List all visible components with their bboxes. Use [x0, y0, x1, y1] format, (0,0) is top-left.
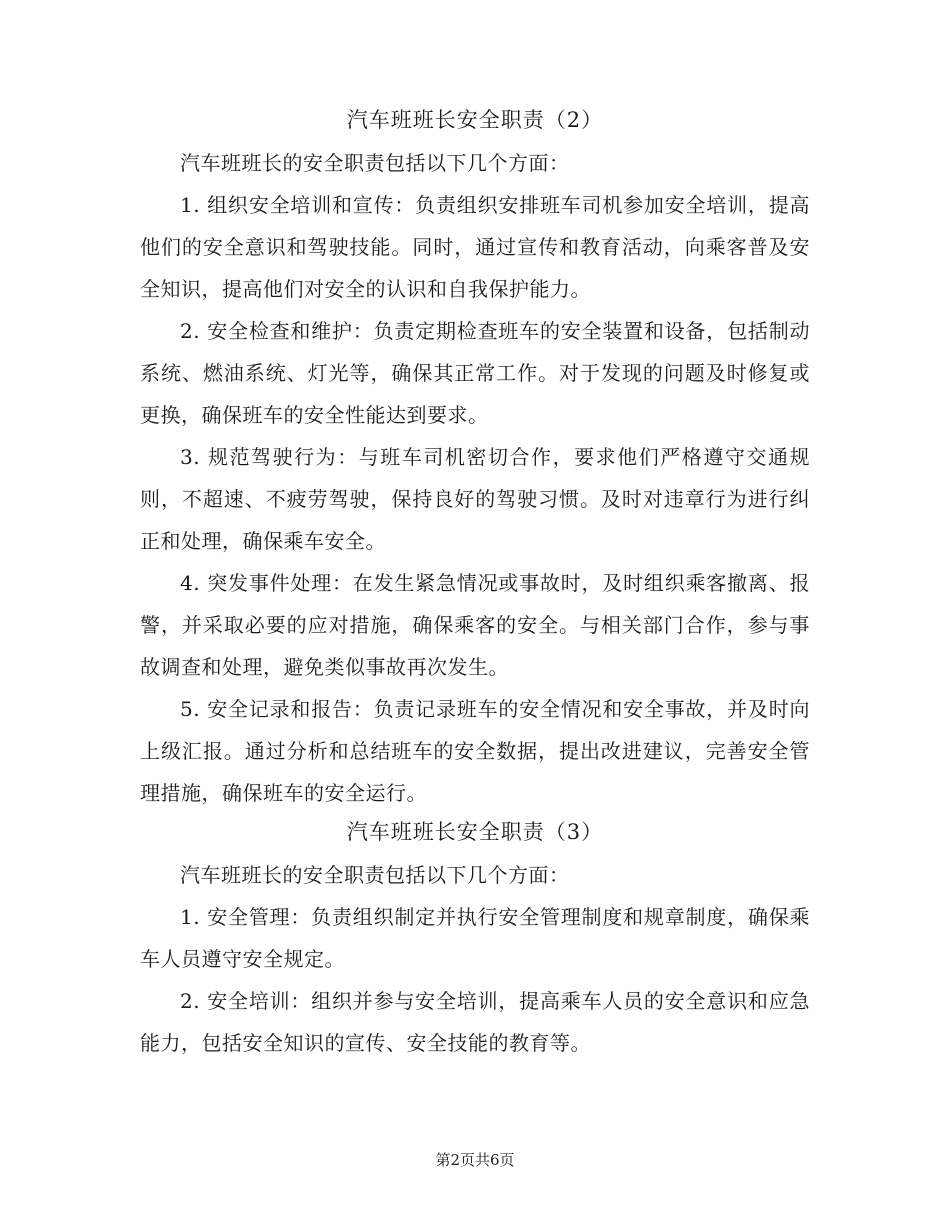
section-intro: 汽车班班长的安全职责包括以下几个方面： — [180, 863, 570, 887]
list-item: 4. 突发事件处理：在发生紧急情况或事故时，及时组织乘客撤离、报警，并采取必要的应对措施，确保乘客的安全。与相关部门合作，参与事故调查和处理，避免类似事故再次发生。 — [140, 571, 810, 679]
list-item: 2. 安全检查和维护：负责定期检查班车的安全装置和设备，包括制动系统、燃油系统、灯光等，确保其正常工作。对于发现的问题及时修复或更换，确保班车的安全性能达到要求。 — [140, 319, 810, 427]
document-body — [140, 102, 810, 1064]
list-item: 1. 安全管理：负责组织制定并执行安全管理制度和规章制度，确保乘车人员遵守安全规定。 — [140, 905, 810, 971]
list-item: 3. 规范驾驶行为：与班车司机密切合作，要求他们严格遵守交通规则，不超速、不疲劳驾驶，保持良好的驾驶习惯。及时对违章行为进行纠正和处理，确保乘车安全。 — [140, 445, 810, 553]
list-item: 2. 安全培训：组织并参与安全培训，提高乘车人员的安全意识和应急能力，包括安全知识的宣传、安全技能的教育等。 — [140, 989, 810, 1055]
page-number: 第2页共6页 — [435, 1151, 515, 1169]
section-2 — [140, 102, 810, 814]
list-item: 5. 安全记录和报告：负责记录班车的安全情况和安全事故，并及时向上级汇报。通过分析和总结班车的安全数据，提出改进建议，完善安全管理措施，确保班车的安全运行。 — [140, 697, 810, 805]
section-title: 汽车班班长安全职责（3） — [346, 820, 604, 844]
list-item: 1. 组织安全培训和宣传：负责组织安排班车司机参加安全培训，提高他们的安全意识和驾驶技能。同时，通过宣传和教育活动，向乘客普及安全知识，提高他们对安全的认识和自我保护能力。 — [140, 193, 810, 301]
section-intro: 汽车班班长的安全职责包括以下几个方面： — [180, 151, 570, 175]
section-title: 汽车班班长安全职责（2） — [346, 108, 604, 132]
section-3 — [140, 814, 810, 1064]
